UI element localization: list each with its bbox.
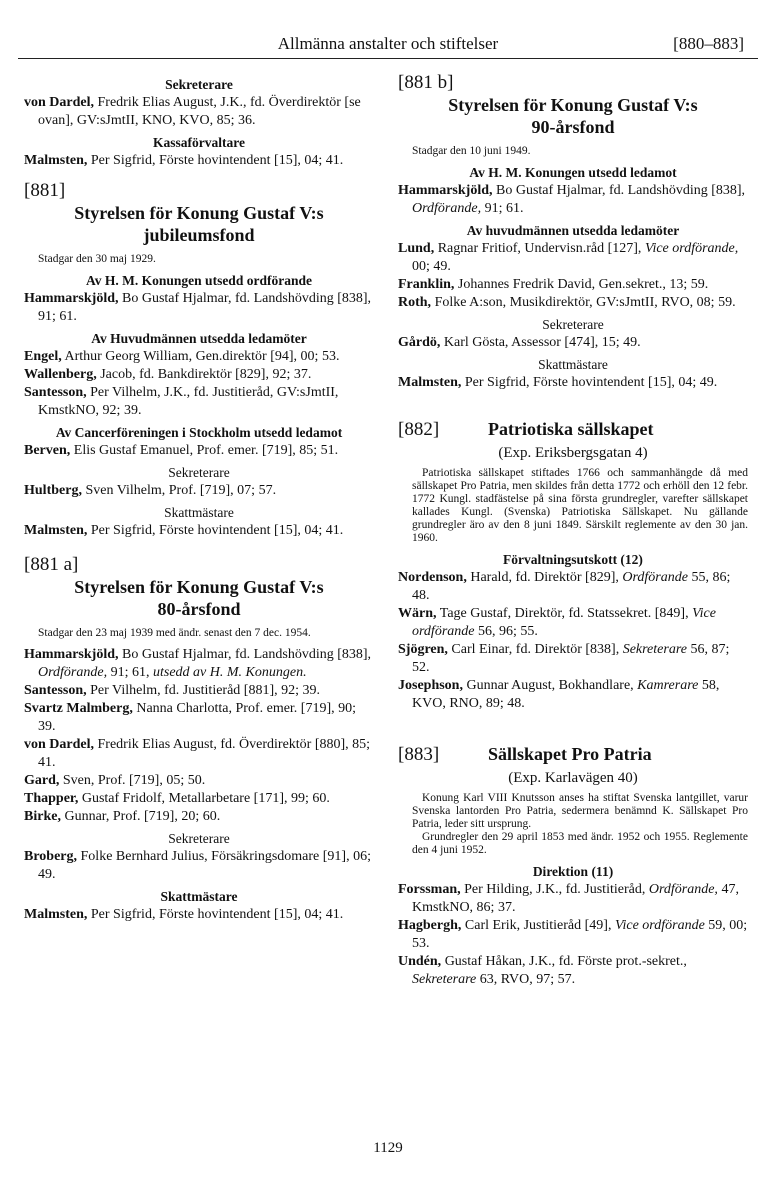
role-heading: Sekreterare	[168, 831, 230, 846]
member-entry	[398, 374, 748, 392]
org-title: 80-årsfond	[157, 599, 241, 619]
member-entry	[24, 736, 374, 772]
member-details: 91; 61,	[107, 665, 153, 680]
member-details: Harald, fd. Direktör [829],	[466, 570, 623, 585]
member-details: 91; 61.	[481, 201, 524, 216]
address: (Exp. Eriksbergsgatan 4)	[498, 445, 648, 461]
member-entry	[398, 641, 748, 677]
member-entry	[24, 682, 374, 700]
role-heading: Av H. M. Konungen utsedd ledamot	[469, 165, 677, 180]
org-title: Sällskapet Pro Patria	[488, 744, 652, 764]
member-details: 00; 49.	[412, 259, 451, 274]
org-heading	[398, 743, 748, 766]
member-details: Nanna Charlotta, Prof. emer. [719], 90; 39.	[38, 701, 357, 734]
org-title: Styrelsen för Konung Gustaf V:s	[74, 577, 324, 597]
member-name: Nordenson,	[398, 570, 467, 585]
member-name: Hultberg,	[24, 483, 82, 498]
member-details: Karl Gösta, Assessor [474], 15; 49.	[440, 335, 641, 350]
member-entry	[24, 384, 374, 420]
member-entry	[24, 482, 374, 500]
member-details: Carl Erik, Justitieråd [49],	[461, 918, 615, 933]
entry-list	[398, 164, 748, 392]
role-heading: Av Huvudmännen utsedda ledamöter	[91, 331, 307, 346]
org-title: jubileumsfond	[143, 225, 255, 245]
member-details: Per Sigfrid, Förste hovintendent [15], 04; 41.	[87, 523, 344, 538]
member-entry	[24, 808, 374, 826]
member-role: Kamrerare	[637, 678, 699, 693]
member-details: Tage Gustaf, Direktör, fd. Statssekret. [849],	[436, 606, 693, 621]
org-title: 90-årsfond	[531, 117, 615, 137]
address: (Exp. Karlavägen 40)	[508, 770, 638, 786]
member-name: Wärn,	[398, 606, 437, 621]
member-name: Engel,	[24, 349, 62, 364]
member-entry	[24, 790, 374, 808]
member-name: Thapper,	[24, 791, 79, 806]
section-number: [881 b]	[398, 72, 454, 93]
org-title: Styrelsen för Konung Gustaf V:s	[74, 203, 324, 223]
member-role: Vice ordförande	[412, 606, 716, 639]
right-column	[398, 72, 748, 989]
role-heading: Direktion (11)	[532, 864, 614, 879]
member-details: 55, 86; 48.	[412, 570, 731, 603]
member-details: Bo Gustaf Hjalmar, fd. Landshövding [838],	[492, 183, 746, 198]
member-details: Gunnar August, Bokhandlare,	[462, 678, 638, 693]
member-name: Santesson,	[24, 683, 87, 698]
member-entry	[24, 848, 374, 884]
member-details: 56, 87; 52.	[412, 642, 730, 675]
member-role: Sekreterare	[622, 642, 687, 657]
member-details: Carl Einar, fd. Direktör [838],	[447, 642, 623, 657]
member-entry	[24, 290, 374, 326]
entry-list	[24, 272, 374, 540]
member-name: Hammarskjöld,	[24, 291, 119, 306]
member-entry	[24, 152, 374, 170]
member-details: Per Sigfrid, Förste hovintendent [15], 04; 49.	[461, 375, 718, 390]
member-role: utsedd av H. M. Konungen.	[152, 665, 307, 680]
member-name: von Dardel,	[24, 95, 94, 110]
member-name: Gard,	[24, 773, 60, 788]
member-name: Santesson,	[24, 385, 87, 400]
statute-line: Stadgar den 30 maj 1929.	[38, 253, 156, 265]
member-name: Malmsten,	[24, 907, 88, 922]
member-details: Per Vilhelm, fd. Justitieråd [881], 92; 39.	[86, 683, 321, 698]
member-role: Ordförande,	[38, 665, 108, 680]
entry-list	[24, 646, 374, 924]
member-entry	[24, 366, 374, 384]
member-name: Franklin,	[398, 277, 455, 292]
member-entry	[398, 276, 748, 294]
top-block	[24, 76, 374, 170]
description-paragraph: Grundregler den 29 april 1853 med ändr. 1952 och 1955. Reglemente den 4 juni 1952.	[412, 831, 748, 856]
member-name: Berven,	[24, 443, 71, 458]
left-column	[24, 72, 374, 924]
section-number: [881 a]	[24, 554, 79, 575]
member-name: Forssman,	[398, 882, 461, 897]
member-role: Vice ordförande,	[644, 241, 739, 256]
member-details: Johannes Fredrik David, Gen.sekret., 13; 59.	[454, 277, 709, 292]
member-name: Gårdö,	[398, 335, 441, 350]
member-name: Roth,	[398, 295, 432, 310]
description-paragraph: Patriotiska sällskapet stiftades 1766 och sammanhängde då med sällskapet Pro Patria, men skildes från detta 1772 och erhöll den 12 febr. 1772 Kungl. stadfästelse på sina första grundregler, varefter sällskapet kallades Kungl. (Svenska) Patriotiska Sällskapet. Nu gällande grundregler äro av den 8 juni 1849. Särskilt reglemente av den 30 jan. 1960.	[412, 467, 748, 544]
member-name: Broberg,	[24, 849, 78, 864]
statute-line: Stadgar den 10 juni 1949.	[412, 145, 531, 157]
member-details: 63, RVO, 97; 57.	[476, 972, 576, 987]
role-heading: Skattmästare	[160, 889, 238, 904]
member-name: Birke,	[24, 809, 61, 824]
header-rule	[18, 58, 758, 59]
member-details: Per Sigfrid, Förste hovintendent [15], 04; 41.	[87, 907, 344, 922]
role-heading: Sekreterare	[165, 77, 233, 92]
role-heading: Skattmästare	[164, 505, 234, 520]
member-role: Ordförande,	[412, 201, 482, 216]
member-details: Bo Gustaf Hjalmar, fd. Landshövding [838],	[118, 647, 372, 662]
member-details: Elis Gustaf Emanuel, Prof. emer. [719], 85; 51.	[70, 443, 339, 458]
running-title: Allmänna anstalter och stiftelser	[277, 34, 499, 53]
description	[412, 467, 748, 545]
member-name: Malmsten,	[398, 375, 462, 390]
member-details: Fredrik Elias August, J.K., fd. Överdirektör [se ovan], GV:sJmtII, KNO, KVO, 85; 36.	[38, 95, 361, 128]
member-entry	[398, 917, 748, 953]
member-name: von Dardel,	[24, 737, 94, 752]
section-number: [881]	[24, 180, 66, 201]
member-entry	[398, 953, 748, 989]
member-entry	[398, 240, 748, 276]
member-entry	[24, 522, 374, 540]
member-entry	[24, 700, 374, 736]
member-entry	[398, 182, 748, 218]
member-role: Ordförande	[622, 570, 688, 585]
member-name: Josephson,	[398, 678, 463, 693]
member-name: Hammarskjöld,	[398, 183, 493, 198]
member-entry	[398, 334, 748, 352]
role-heading: Av H. M. Konungen utsedd ordförande	[86, 273, 312, 288]
role-heading: Av Cancerföreningen i Stockholm utsedd ledamot	[55, 425, 343, 440]
member-details: Gunnar, Prof. [719], 20; 60.	[60, 809, 221, 824]
section-range: [880–883]	[673, 34, 744, 53]
member-details: Bo Gustaf Hjalmar, fd. Landshövding [838], 91; 61.	[38, 291, 372, 324]
role-heading: Av huvudmännen utsedda ledamöter	[466, 223, 680, 238]
page-number: 1129	[373, 1140, 403, 1156]
member-entry	[398, 677, 748, 713]
member-name: Undén,	[398, 954, 442, 969]
member-name: Malmsten,	[24, 153, 88, 168]
member-entry	[24, 772, 374, 790]
member-name: Hagbergh,	[398, 918, 462, 933]
member-details: Sven Vilhelm, Prof. [719], 07; 57.	[81, 483, 277, 498]
org-title: Styrelsen för Konung Gustaf V:s	[448, 95, 698, 115]
member-details: 58, KVO, RNO, 89; 48.	[412, 678, 720, 711]
org-title: Patriotiska sällskapet	[488, 419, 654, 439]
member-role: Ordförande,	[648, 882, 718, 897]
member-details: Arthur Georg William, Gen.direktör [94], 00; 53.	[61, 349, 340, 364]
member-details: Sven, Prof. [719], 05; 50.	[59, 773, 206, 788]
member-details: Fredrik Elias August, fd. Överdirektör [880], 85; 41.	[38, 737, 371, 770]
entry-list	[398, 551, 748, 713]
role-heading: Sekreterare	[542, 317, 604, 332]
member-details: Folke Bernhard Julius, Försäkringsdomare [91], 06; 49.	[38, 849, 371, 882]
member-details: 47, KmstkNO, 86; 37.	[412, 882, 739, 915]
member-name: Lund,	[398, 241, 435, 256]
member-name: Malmsten,	[24, 523, 88, 538]
role-heading: Skattmästare	[538, 357, 608, 372]
member-entry	[24, 94, 374, 130]
member-entry	[24, 442, 374, 460]
member-name: Svartz Malmberg,	[24, 701, 133, 716]
entry-list	[398, 863, 748, 989]
member-details: Gustaf Håkan, J.K., fd. Förste prot.-sekret.,	[441, 954, 687, 969]
description	[412, 792, 748, 857]
member-entry	[398, 881, 748, 917]
role-heading: Sekreterare	[168, 465, 230, 480]
member-details: 59, 00; 53.	[412, 918, 748, 951]
member-role: Sekreterare	[412, 972, 477, 987]
statute-line: Stadgar den 23 maj 1939 med ändr. senast den 7 dec. 1954.	[38, 627, 311, 639]
member-details: 56, 96; 55.	[474, 624, 538, 639]
member-details: Per Sigfrid, Förste hovintendent [15], 04; 41.	[87, 153, 344, 168]
member-details: Jacob, fd. Bankdirektör [829], 92; 37.	[96, 367, 312, 382]
role-heading: Kassaförvaltare	[153, 135, 245, 150]
page-header	[18, 30, 758, 60]
member-entry	[398, 605, 748, 641]
member-role: Vice ordförande	[614, 918, 705, 933]
member-name: Hammarskjöld,	[24, 647, 119, 662]
member-entry	[24, 646, 374, 682]
member-details: Per Hilding, J.K., fd. Justitieråd,	[460, 882, 649, 897]
member-name: Wallenberg,	[24, 367, 97, 382]
member-entry	[398, 569, 748, 605]
member-entry	[24, 348, 374, 366]
member-details: Per Vilhelm, J.K., fd. Justitieråd, GV:sJmtII, KmstkNO, 92; 39.	[38, 385, 339, 418]
member-name: Sjögren,	[398, 642, 448, 657]
section-number: [882]	[398, 419, 440, 440]
member-entry	[24, 906, 374, 924]
member-details: Ragnar Fritiof, Undervisn.råd [127],	[434, 241, 645, 256]
section-number: [883]	[398, 744, 440, 765]
member-entry	[398, 294, 748, 312]
member-details: Gustaf Fridolf, Metallarbetare [171], 99; 60.	[78, 791, 330, 806]
member-details: Folke A:son, Musikdirektör, GV:sJmtII, RVO, 08; 59.	[431, 295, 736, 310]
role-heading: Förvaltningsutskott (12)	[503, 552, 643, 567]
org-heading	[398, 418, 748, 441]
description-paragraph: Konung Karl VIII Knutsson anses ha stiftat Svenska lantgillet, varur Svenska lantorden Pro Patria, sedermera benämnd K. Sällskapet Pro Patria, leder sitt ursprung.	[412, 792, 748, 830]
